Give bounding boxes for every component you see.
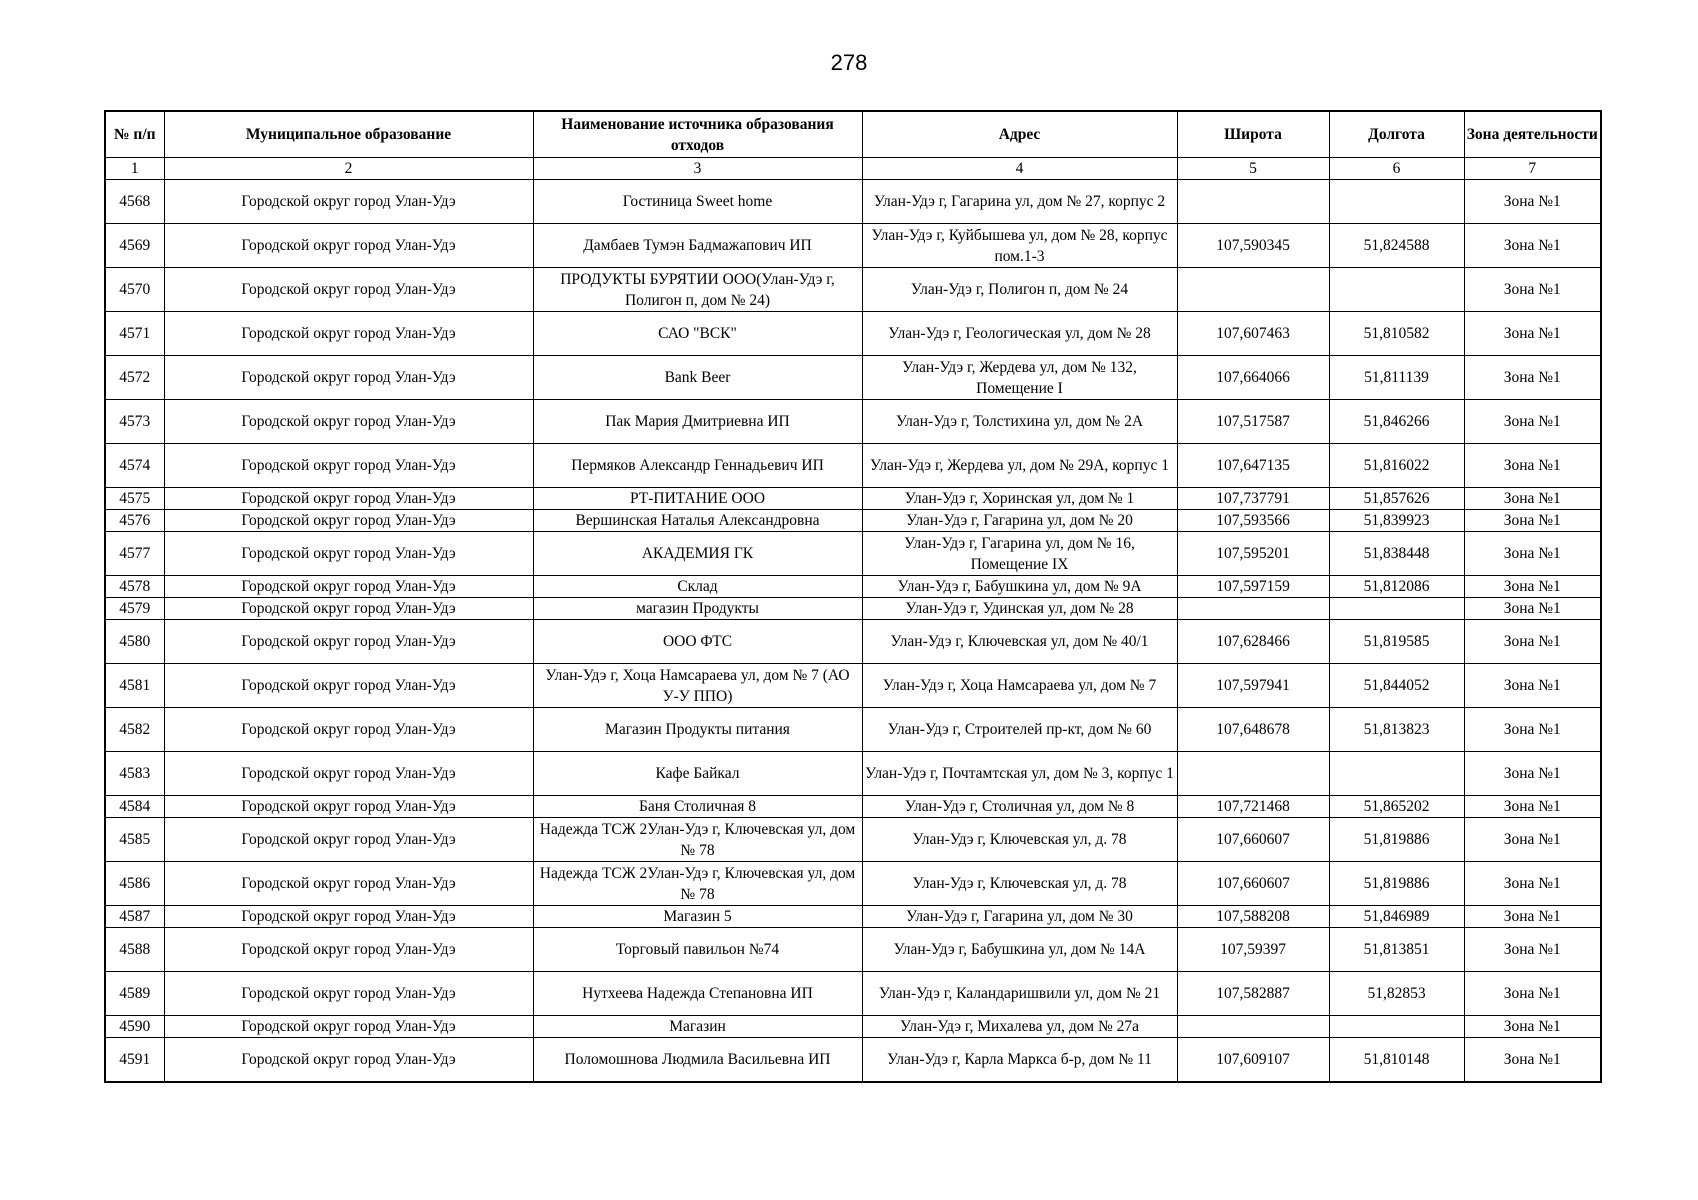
zone-cell: Зона №1	[1464, 664, 1601, 708]
municipality-cell: Городской округ город Улан-Удэ	[164, 576, 533, 598]
latitude-cell: 107,59397	[1177, 928, 1329, 972]
column-number: 6	[1329, 158, 1464, 180]
zone-cell: Зона №1	[1464, 356, 1601, 400]
longitude-cell: 51,839923	[1329, 510, 1464, 532]
table-row	[105, 972, 1601, 1016]
zone-cell: Зона №1	[1464, 268, 1601, 312]
zone-cell: Зона №1	[1464, 928, 1601, 972]
latitude-cell: 107,664066	[1177, 356, 1329, 400]
longitude-cell: 51,811139	[1329, 356, 1464, 400]
table-row	[105, 752, 1601, 796]
column-number: 7	[1464, 158, 1601, 180]
column-number: 5	[1177, 158, 1329, 180]
address-cell: Улан-Удэ г, Гагарина ул, дом № 27, корпус 2	[862, 180, 1177, 224]
latitude-cell: 107,597159	[1177, 576, 1329, 598]
longitude-cell: 51,82853	[1329, 972, 1464, 1016]
municipality-cell: Городской округ город Улан-Удэ	[164, 268, 533, 312]
latitude-cell	[1177, 752, 1329, 796]
municipality-cell: Городской округ город Улан-Удэ	[164, 664, 533, 708]
column-number: 3	[533, 158, 862, 180]
municipality-cell: Городской округ город Улан-Удэ	[164, 796, 533, 818]
row-index: 4572	[105, 356, 164, 400]
latitude-cell: 107,590345	[1177, 224, 1329, 268]
table-row	[105, 224, 1601, 268]
address-cell: Улан-Удэ г, Каландаришвили ул, дом № 21	[862, 972, 1177, 1016]
source-name-cell: САО "ВСК"	[533, 312, 862, 356]
row-index: 4587	[105, 906, 164, 928]
table-row	[105, 620, 1601, 664]
row-index: 4586	[105, 862, 164, 906]
row-index: 4573	[105, 400, 164, 444]
header-source-name: Наименование источника образования отходов	[533, 111, 862, 158]
table-row	[105, 488, 1601, 510]
address-cell: Улан-Удэ г, Хоринская ул, дом № 1	[862, 488, 1177, 510]
zone-cell: Зона №1	[1464, 224, 1601, 268]
latitude-cell: 107,647135	[1177, 444, 1329, 488]
latitude-cell	[1177, 180, 1329, 224]
row-index: 4568	[105, 180, 164, 224]
municipality-cell: Городской округ город Улан-Удэ	[164, 510, 533, 532]
table-row	[105, 268, 1601, 312]
row-index: 4591	[105, 1038, 164, 1083]
address-cell: Улан-Удэ г, Строителей пр-кт, дом № 60	[862, 708, 1177, 752]
table-row	[105, 576, 1601, 598]
source-name-cell: Улан-Удэ г, Хоца Намсараева ул, дом № 7 (АО У-У ППО)	[533, 664, 862, 708]
table-row	[105, 510, 1601, 532]
row-index: 4571	[105, 312, 164, 356]
longitude-cell: 51,819886	[1329, 818, 1464, 862]
row-index: 4579	[105, 598, 164, 620]
column-number: 4	[862, 158, 1177, 180]
latitude-cell: 107,607463	[1177, 312, 1329, 356]
address-cell: Улан-Удэ г, Гагарина ул, дом № 16, Помещение IX	[862, 532, 1177, 576]
table-row	[105, 180, 1601, 224]
column-number-row	[105, 158, 1601, 180]
source-name-cell: Bank Beer	[533, 356, 862, 400]
header-latitude: Широта	[1177, 111, 1329, 158]
address-cell: Улан-Удэ г, Хоца Намсараева ул, дом № 7	[862, 664, 1177, 708]
table-row	[105, 928, 1601, 972]
table-row	[105, 312, 1601, 356]
longitude-cell	[1329, 752, 1464, 796]
address-cell: Улан-Удэ г, Бабушкина ул, дом № 14А	[862, 928, 1177, 972]
longitude-cell: 51,812086	[1329, 576, 1464, 598]
latitude-cell: 107,582887	[1177, 972, 1329, 1016]
zone-cell: Зона №1	[1464, 510, 1601, 532]
municipality-cell: Городской округ город Улан-Удэ	[164, 1038, 533, 1083]
row-index: 4588	[105, 928, 164, 972]
row-index: 4574	[105, 444, 164, 488]
address-cell: Улан-Удэ г, Ключевская ул, д. 78	[862, 862, 1177, 906]
zone-cell: Зона №1	[1464, 400, 1601, 444]
table-row	[105, 1038, 1601, 1083]
municipality-cell: Городской округ город Улан-Удэ	[164, 1016, 533, 1038]
source-name-cell: Кафе Байкал	[533, 752, 862, 796]
row-index: 4575	[105, 488, 164, 510]
latitude-cell	[1177, 598, 1329, 620]
source-name-cell: АКАДЕМИЯ ГК	[533, 532, 862, 576]
source-name-cell: Торговый павильон №74	[533, 928, 862, 972]
zone-cell: Зона №1	[1464, 444, 1601, 488]
table-row	[105, 444, 1601, 488]
address-cell: Улан-Удэ г, Карла Маркса б-р, дом № 11	[862, 1038, 1177, 1083]
address-cell: Улан-Удэ г, Гагарина ул, дом № 30	[862, 906, 1177, 928]
zone-cell: Зона №1	[1464, 180, 1601, 224]
table-row	[105, 400, 1601, 444]
municipality-cell: Городской округ город Улан-Удэ	[164, 972, 533, 1016]
table-row	[105, 818, 1601, 862]
table-row	[105, 796, 1601, 818]
municipality-cell: Городской округ город Улан-Удэ	[164, 356, 533, 400]
municipality-cell: Городской округ город Улан-Удэ	[164, 928, 533, 972]
zone-cell: Зона №1	[1464, 488, 1601, 510]
source-name-cell: Вершинская Наталья Александровна	[533, 510, 862, 532]
zone-cell: Зона №1	[1464, 312, 1601, 356]
source-name-cell: Склад	[533, 576, 862, 598]
longitude-cell	[1329, 180, 1464, 224]
latitude-cell: 107,660607	[1177, 818, 1329, 862]
zone-cell: Зона №1	[1464, 1038, 1601, 1083]
header-zone: Зона деятельности	[1464, 111, 1601, 158]
header-index: № п/п	[105, 111, 164, 158]
zone-cell: Зона №1	[1464, 818, 1601, 862]
row-index: 4570	[105, 268, 164, 312]
zone-cell: Зона №1	[1464, 576, 1601, 598]
source-name-cell: ПРОДУКТЫ БУРЯТИИ ООО(Улан-Удэ г, Полигон п, дом № 24)	[533, 268, 862, 312]
longitude-cell: 51,819585	[1329, 620, 1464, 664]
address-cell: Улан-Удэ г, Гагарина ул, дом № 20	[862, 510, 1177, 532]
row-index: 4583	[105, 752, 164, 796]
zone-cell: Зона №1	[1464, 906, 1601, 928]
longitude-cell: 51,819886	[1329, 862, 1464, 906]
municipality-cell: Городской округ город Улан-Удэ	[164, 818, 533, 862]
row-index: 4580	[105, 620, 164, 664]
latitude-cell: 107,737791	[1177, 488, 1329, 510]
table-row	[105, 862, 1601, 906]
longitude-cell: 51,857626	[1329, 488, 1464, 510]
longitude-cell: 51,810582	[1329, 312, 1464, 356]
table-row	[105, 708, 1601, 752]
longitude-cell	[1329, 598, 1464, 620]
source-name-cell: Магазин Продукты питания	[533, 708, 862, 752]
longitude-cell: 51,865202	[1329, 796, 1464, 818]
longitude-cell: 51,844052	[1329, 664, 1464, 708]
header-municipality: Муниципальное образование	[164, 111, 533, 158]
header-address: Адрес	[862, 111, 1177, 158]
source-name-cell: Магазин	[533, 1016, 862, 1038]
row-index: 4585	[105, 818, 164, 862]
longitude-cell	[1329, 268, 1464, 312]
municipality-cell: Городской округ город Улан-Удэ	[164, 224, 533, 268]
latitude-cell: 107,593566	[1177, 510, 1329, 532]
source-name-cell: Пак Мария Дмитриевна ИП	[533, 400, 862, 444]
row-index: 4578	[105, 576, 164, 598]
latitude-cell: 107,517587	[1177, 400, 1329, 444]
table-row	[105, 598, 1601, 620]
zone-cell: Зона №1	[1464, 708, 1601, 752]
address-cell: Улан-Удэ г, Столичная ул, дом № 8	[862, 796, 1177, 818]
zone-cell: Зона №1	[1464, 1016, 1601, 1038]
table-row	[105, 664, 1601, 708]
latitude-cell: 107,588208	[1177, 906, 1329, 928]
source-name-cell: РТ-ПИТАНИЕ ООО	[533, 488, 862, 510]
address-cell: Улан-Удэ г, Геологическая ул, дом № 28	[862, 312, 1177, 356]
municipality-cell: Городской округ город Улан-Удэ	[164, 400, 533, 444]
source-name-cell: Баня Столичная 8	[533, 796, 862, 818]
source-name-cell: Нутхеева Надежда Степановна ИП	[533, 972, 862, 1016]
column-number: 2	[164, 158, 533, 180]
address-cell: Улан-Удэ г, Ключевская ул, дом № 40/1	[862, 620, 1177, 664]
municipality-cell: Городской округ город Улан-Удэ	[164, 312, 533, 356]
longitude-cell: 51,846266	[1329, 400, 1464, 444]
municipality-cell: Городской округ город Улан-Удэ	[164, 708, 533, 752]
waste-sources-table	[104, 110, 1602, 1083]
zone-cell: Зона №1	[1464, 752, 1601, 796]
longitude-cell	[1329, 1016, 1464, 1038]
source-name-cell: Магазин 5	[533, 906, 862, 928]
municipality-cell: Городской округ город Улан-Удэ	[164, 620, 533, 664]
address-cell: Улан-Удэ г, Жердева ул, дом № 29А, корпус 1	[862, 444, 1177, 488]
column-number: 1	[105, 158, 164, 180]
source-name-cell: Надежда ТСЖ 2Улан-Удэ г, Ключевская ул, дом № 78	[533, 818, 862, 862]
address-cell: Улан-Удэ г, Почтамтская ул, дом № 3, корпус 1	[862, 752, 1177, 796]
latitude-cell	[1177, 268, 1329, 312]
zone-cell: Зона №1	[1464, 862, 1601, 906]
table-row	[105, 1016, 1601, 1038]
address-cell: Улан-Удэ г, Удинская ул, дом № 28	[862, 598, 1177, 620]
municipality-cell: Городской округ город Улан-Удэ	[164, 532, 533, 576]
longitude-cell: 51,824588	[1329, 224, 1464, 268]
table-row	[105, 906, 1601, 928]
address-cell: Улан-Удэ г, Куйбышева ул, дом № 28, корпус пом.1-3	[862, 224, 1177, 268]
source-name-cell: Дамбаев Тумэн Бадмажапович ИП	[533, 224, 862, 268]
latitude-cell: 107,609107	[1177, 1038, 1329, 1083]
latitude-cell: 107,648678	[1177, 708, 1329, 752]
zone-cell: Зона №1	[1464, 972, 1601, 1016]
row-index: 4589	[105, 972, 164, 1016]
address-cell: Улан-Удэ г, Бабушкина ул, дом № 9А	[862, 576, 1177, 598]
row-index: 4577	[105, 532, 164, 576]
longitude-cell: 51,810148	[1329, 1038, 1464, 1083]
zone-cell: Зона №1	[1464, 532, 1601, 576]
row-index: 4569	[105, 224, 164, 268]
address-cell: Улан-Удэ г, Толстихина ул, дом № 2А	[862, 400, 1177, 444]
zone-cell: Зона №1	[1464, 796, 1601, 818]
address-cell: Улан-Удэ г, Михалева ул, дом № 27а	[862, 1016, 1177, 1038]
longitude-cell: 51,846989	[1329, 906, 1464, 928]
latitude-cell: 107,597941	[1177, 664, 1329, 708]
address-cell: Улан-Удэ г, Ключевская ул, д. 78	[862, 818, 1177, 862]
source-name-cell: Надежда ТСЖ 2Улан-Удэ г, Ключевская ул, дом № 78	[533, 862, 862, 906]
source-name-cell: Поломошнова Людмила Васильевна ИП	[533, 1038, 862, 1083]
source-name-cell: Гостиница Sweet home	[533, 180, 862, 224]
municipality-cell: Городской округ город Улан-Удэ	[164, 180, 533, 224]
municipality-cell: Городской округ город Улан-Удэ	[164, 752, 533, 796]
municipality-cell: Городской округ город Улан-Удэ	[164, 906, 533, 928]
latitude-cell: 107,595201	[1177, 532, 1329, 576]
latitude-cell: 107,660607	[1177, 862, 1329, 906]
row-index: 4584	[105, 796, 164, 818]
table-row	[105, 532, 1601, 576]
longitude-cell: 51,838448	[1329, 532, 1464, 576]
zone-cell: Зона №1	[1464, 620, 1601, 664]
page-number: 278	[830, 50, 868, 75]
row-index: 4581	[105, 664, 164, 708]
header-row	[105, 111, 1601, 158]
municipality-cell: Городской округ город Улан-Удэ	[164, 862, 533, 906]
address-cell: Улан-Удэ г, Жердева ул, дом № 132, Помещение I	[862, 356, 1177, 400]
address-cell: Улан-Удэ г, Полигон п, дом № 24	[862, 268, 1177, 312]
table-row	[105, 356, 1601, 400]
latitude-cell: 107,721468	[1177, 796, 1329, 818]
latitude-cell: 107,628466	[1177, 620, 1329, 664]
municipality-cell: Городской округ город Улан-Удэ	[164, 444, 533, 488]
row-index: 4576	[105, 510, 164, 532]
source-name-cell: ООО ФТС	[533, 620, 862, 664]
source-name-cell: Пермяков Александр Геннадьевич ИП	[533, 444, 862, 488]
longitude-cell: 51,813823	[1329, 708, 1464, 752]
municipality-cell: Городской округ город Улан-Удэ	[164, 598, 533, 620]
longitude-cell: 51,813851	[1329, 928, 1464, 972]
header-longitude: Долгота	[1329, 111, 1464, 158]
source-name-cell: магазин Продукты	[533, 598, 862, 620]
zone-cell: Зона №1	[1464, 598, 1601, 620]
municipality-cell: Городской округ город Улан-Удэ	[164, 488, 533, 510]
row-index: 4590	[105, 1016, 164, 1038]
latitude-cell	[1177, 1016, 1329, 1038]
longitude-cell: 51,816022	[1329, 444, 1464, 488]
row-index: 4582	[105, 708, 164, 752]
